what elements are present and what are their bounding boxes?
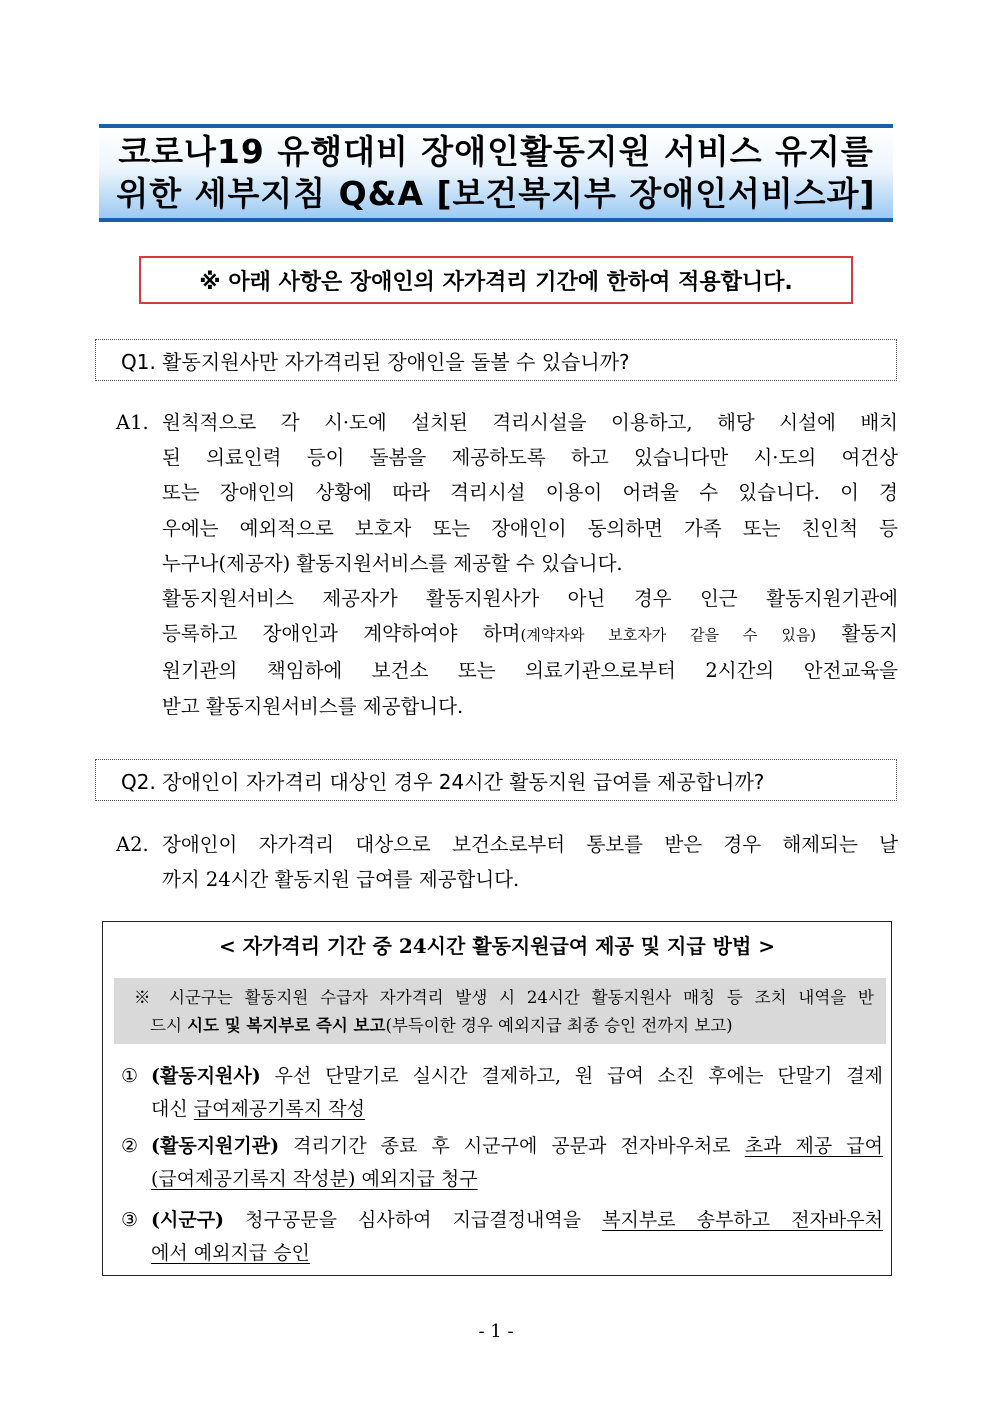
item-underlined-text: 에서 예외지급 승인 <box>151 1242 310 1264</box>
notice-box: ※ 아래 사항은 장애인의 자가격리 기간에 한하여 적용합니다. <box>139 256 853 304</box>
item-underlined-text: (급여제공기록지 작성분) 예외지급 청구 <box>151 1168 478 1190</box>
question-1-box: Q1. 활동지원사만 자가격리된 장애인을 돌볼 수 있습니까? <box>95 339 897 381</box>
answer-1-line: 우에는 예외적으로 보호자 또는 장애인이 동의하면 가족 또는 친인척 등 <box>162 516 898 540</box>
answer-1-line: 원칙적으로 각 시·도에 설치된 격리시설을 이용하고, 해당 시설에 배치 <box>162 411 898 434</box>
item-role: (활동지원기관) <box>151 1135 280 1157</box>
answer-1-line: 또는 장애인의 상황에 따라 격리시설 이용이 어려울 수 있습니다. 이 경 <box>162 481 898 505</box>
item-text: 대신 <box>151 1098 194 1120</box>
answer-1-line-part: 활동지 <box>816 622 898 646</box>
answer-1-label: A1. <box>116 411 149 434</box>
answer-2-line: 까지 24시간 활동지원 급여를 제공합니다. <box>162 868 520 892</box>
item-text: 청구공문을 심사하여 지급결정내역을 <box>224 1209 603 1231</box>
item-line <box>151 1060 883 1093</box>
answer-1-line: 받고 활동지원서비스를 제공합니다. <box>162 694 464 718</box>
answer-1-line: 된 의료인력 등이 돌봄을 제공하도록 하고 있습니다만 시·도의 여건상 <box>162 446 898 470</box>
item-role: (시군구) <box>151 1209 225 1231</box>
method-note-line <box>134 1012 874 1040</box>
method-item-1 <box>121 1060 883 1126</box>
item-line <box>151 1237 883 1270</box>
answer-1-line-part: 등록하고 장애인과 계약하여야 하며 <box>162 622 521 646</box>
answer-1 <box>116 405 898 724</box>
title-line-1: 코로나19 유행대비 장애인활동지원 서비스 유지를 <box>118 132 874 171</box>
answer-1-line-with-note <box>162 616 898 653</box>
answer-2-label: A2. <box>116 833 149 856</box>
item-text: 격리기간 종료 후 시군구에 공문과 전자바우처로 <box>279 1135 745 1157</box>
title-line-2: 위한 세부지침 Q&A [보건복지부 장애인서비스과] <box>116 174 876 213</box>
method-item-3 <box>121 1204 883 1270</box>
answer-1-line: 활동지원서비스 제공자가 활동지원사가 아닌 경우 인근 활동지원기관에 <box>162 587 898 611</box>
method-note <box>114 978 886 1044</box>
item-text: 우선 단말기로 실시간 결제하고, 원 급여 소진 후에는 단말기 결제 <box>260 1065 883 1087</box>
answer-2-line: 장애인이 자가격리 대상으로 보건소로부터 통보를 받은 경우 해제되는 날 <box>162 833 898 856</box>
document-title-banner <box>99 124 893 222</box>
note-part: (부득이한 경우 예외지급 최종 승인 전까지 보고) <box>385 1016 733 1035</box>
item-line <box>151 1204 883 1237</box>
page-number: - 1 - <box>478 1321 514 1342</box>
item-role: (활동지원사) <box>151 1065 261 1087</box>
answer-1-line: 원기관의 책임하에 보건소 또는 의료기관으로부터 2시간의 안전교육을 <box>162 659 898 683</box>
answer-1-line: 누구나(제공자) 활동지원서비스를 제공할 수 있습니다. <box>162 551 623 575</box>
answer-1-inline-note: (계약자와 보호자가 같을 수 있음) <box>520 626 817 645</box>
item-number: ② <box>121 1135 139 1157</box>
item-number: ③ <box>121 1209 139 1231</box>
answer-2 <box>116 827 898 897</box>
note-bold-part: 시도 및 복지부로 즉시 보고 <box>187 1016 386 1035</box>
item-line <box>151 1130 883 1163</box>
payment-method-box <box>102 921 892 1276</box>
item-line <box>151 1163 883 1196</box>
item-line <box>151 1093 883 1126</box>
method-note-line: ※ 시군구는 활동지원 수급자 자가격리 발생 시 24시간 활동지원사 매칭 등 조치 내역을 반 <box>134 988 874 1007</box>
item-number: ① <box>121 1065 139 1087</box>
item-underlined-text: 초과 제공 급여 <box>744 1135 883 1157</box>
note-part: 드시 <box>150 1016 188 1035</box>
item-underlined-text: 복지부로 송부하고 전자바우처 <box>602 1209 883 1231</box>
question-2-box: Q2. 장애인이 자가격리 대상인 경우 24시간 활동지원 급여를 제공합니까? <box>95 759 897 801</box>
method-item-2 <box>121 1130 883 1196</box>
item-underlined-text: 급여제공기록지 작성 <box>193 1098 365 1120</box>
method-title: < 자가격리 기간 중 24시간 활동지원급여 제공 및 지급 방법 > <box>218 934 776 958</box>
